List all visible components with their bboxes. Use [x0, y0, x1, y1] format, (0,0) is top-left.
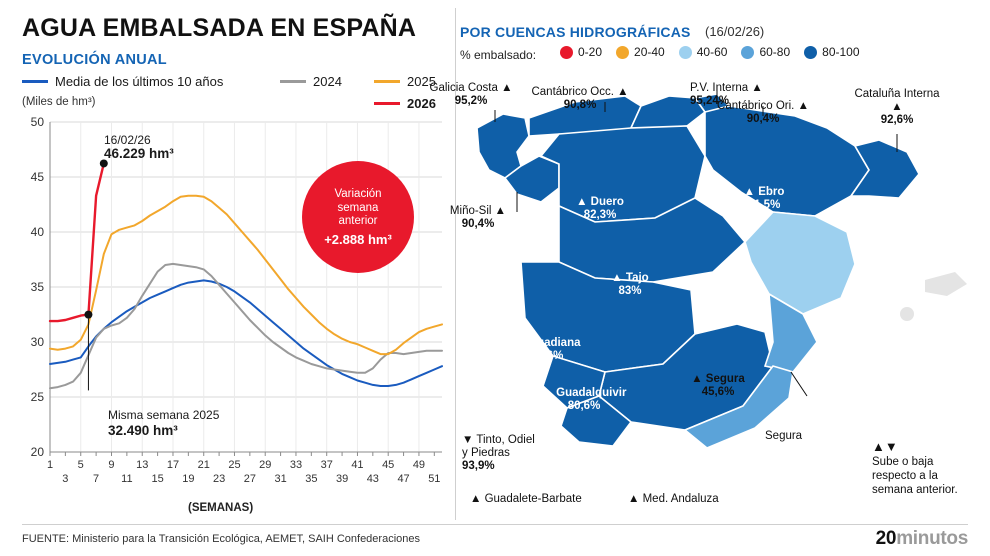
trend-arrow: ▲ [891, 101, 903, 113]
basin-name: Med. Andaluza [642, 493, 719, 505]
brand-20: 20 [875, 528, 897, 549]
basin-value: 92,6% [880, 114, 914, 126]
legend-label-2024: 2024 [313, 74, 342, 89]
svg-text:45: 45 [30, 170, 44, 184]
trend-arrow: ▲ [751, 82, 763, 94]
map-scale-item-60-80 [741, 45, 790, 59]
map-scale-dot-20-40 [616, 46, 629, 59]
basin-value: 95,24% [690, 95, 730, 107]
svg-text:45: 45 [382, 459, 395, 471]
map-label-galicia-costa [430, 82, 513, 108]
basin-name: Miño-Sil [449, 205, 492, 217]
map-scale-dot-0-20 [560, 46, 573, 59]
annotation-prev-year-label: Misma semana 2025 [108, 408, 220, 422]
trend-arrow: ▲ [717, 287, 729, 299]
svg-text:3: 3 [62, 473, 69, 485]
map-date: (16/02/26) [705, 24, 765, 39]
map-scale-item-0-20 [560, 45, 602, 59]
annotation-current-date: 16/02/26 [104, 133, 151, 147]
svg-text:5: 5 [77, 459, 84, 471]
basin-value: 90,4% [461, 218, 495, 230]
trend-arrow: ▲ [494, 205, 507, 217]
legend-swatch-2026 [374, 102, 400, 105]
chart-units: (Miles de hm³) [22, 96, 96, 108]
trend-arrow: ▲ [628, 493, 640, 505]
svg-text:37: 37 [320, 459, 333, 471]
svg-text:7: 7 [93, 473, 100, 485]
annotation-current [104, 133, 174, 161]
map-scale-dot-80-100 [804, 46, 817, 59]
map-callout-segura [765, 430, 802, 443]
basin-value: 82,3% [583, 209, 617, 221]
map-label-j-car [717, 287, 762, 313]
basin-value: 81,5% [747, 199, 781, 211]
map-scale-range-60-80: 60-80 [759, 45, 791, 59]
segura-callout-label: Segura [765, 430, 803, 442]
basin-value: 93,9% [462, 460, 495, 472]
svg-text:19: 19 [182, 473, 195, 485]
map-scale-range-80-100: 80-100 [822, 45, 860, 59]
svg-text:51: 51 [428, 473, 441, 485]
basin-value: 90,4% [746, 113, 780, 125]
page-title: AGUA EMBALSADA EN ESPAÑA [22, 14, 417, 42]
svg-text:27: 27 [243, 473, 256, 485]
trend-note-line-3: semana anterior. [872, 484, 958, 496]
map-label-med-andaluza [628, 493, 719, 506]
basin-name: Cantábrico Occ. [531, 86, 614, 98]
map-scale-range-0-20: 0-20 [578, 45, 603, 59]
trend-arrow: ▲ [691, 373, 703, 385]
islands-ibiza [900, 307, 914, 321]
map-label-catalu-a-interna [851, 88, 944, 127]
map-label-tajo [611, 272, 648, 298]
trend-arrow: ▲ [541, 387, 553, 399]
svg-text:21: 21 [197, 459, 210, 471]
svg-text:43: 43 [366, 473, 379, 485]
map-label-cant-brico-occ [531, 86, 628, 112]
map-label-guadiana [514, 337, 581, 363]
trend-arrow: ▲ [501, 82, 513, 94]
basin-value: 89,6% [530, 350, 564, 362]
map-scale-label: % embalsado: [460, 48, 537, 62]
basin-name: Guadiana [528, 337, 581, 349]
svg-text:40: 40 [30, 225, 44, 239]
leader-segura [791, 372, 807, 396]
basin-name: Cantábrico Ori. [717, 100, 795, 112]
svg-text:13: 13 [136, 459, 149, 471]
trend-arrow: ▲ [743, 186, 755, 198]
svg-text:30: 30 [30, 335, 44, 349]
trend-note-line-1: Sube o baja [872, 456, 934, 468]
svg-text:20: 20 [30, 445, 44, 459]
map-scale-item-40-60 [679, 45, 728, 59]
map-scale-item-20-40 [616, 45, 665, 59]
basin-name: Guadalete-Barbate [484, 493, 582, 505]
basin-value: 80,6% [567, 400, 601, 412]
svg-text:31: 31 [274, 473, 287, 485]
annotation-prev-year [108, 408, 219, 439]
svg-text:47: 47 [397, 473, 410, 485]
legend-label-2025: 2025 [407, 74, 436, 89]
basin-name: Tajo [625, 272, 649, 284]
brand-minutos: minutos [896, 528, 968, 549]
svg-text:35: 35 [305, 473, 318, 485]
svg-text:11: 11 [121, 473, 133, 485]
trend-arrow: ▲ [576, 196, 588, 208]
legend-label-media: Media de los últimos 10 años [55, 74, 224, 89]
map-label-guadalete-barbate [470, 493, 582, 506]
map-scale-item-80-100 [804, 45, 859, 59]
brand-logo [876, 528, 968, 550]
basin-name: P.V. Interna [690, 82, 749, 94]
svg-text:49: 49 [412, 459, 426, 471]
basin-name: Ebro [758, 186, 785, 198]
basin-name: Guadalquivir [556, 387, 627, 399]
trend-legend-note [872, 440, 958, 497]
legend-item-2024 [280, 74, 342, 89]
map-title: POR CUENCAS HIDROGRÁFICAS [460, 24, 691, 40]
map-scale-dot-40-60 [679, 46, 692, 59]
svg-text:33: 33 [289, 459, 303, 471]
map-scale [560, 45, 874, 59]
svg-text:50: 50 [30, 115, 44, 129]
svg-text:25: 25 [30, 390, 44, 404]
basin-name: Cataluña Interna [854, 88, 940, 100]
basin-value: 90,8% [563, 99, 597, 111]
chart-subtitle: EVOLUCIÓN ANUAL [22, 52, 167, 68]
islands-baleares [925, 272, 967, 296]
map-label-segura [691, 373, 745, 399]
map-scale-range-40-60: 40-60 [696, 45, 728, 59]
svg-text:29: 29 [259, 459, 272, 471]
legend-item-2025 [374, 74, 436, 89]
svg-text:1: 1 [46, 459, 54, 471]
svg-text:41: 41 [351, 459, 364, 471]
legend-swatch-media [22, 80, 48, 83]
svg-text:39: 39 [335, 473, 349, 485]
svg-text:23: 23 [212, 473, 226, 485]
trend-arrow: ▼ [462, 434, 474, 446]
legend-swatch-2024 [280, 80, 306, 83]
basin-value: 45,6% [701, 386, 735, 398]
svg-text:35: 35 [30, 280, 44, 294]
variation-line-2: semana [337, 201, 379, 214]
variation-line-1: Variación [334, 188, 382, 200]
map-label-tinto-odiel-y-piedras [462, 434, 535, 473]
map-scale-range-20-40: 20-40 [634, 45, 665, 59]
basin-name: Tinto, Odiel y Piedras [462, 434, 535, 459]
source-note: FUENTE: Ministerio para la Transición Ecológica, AEMET, SAIH Confederaciones [22, 533, 420, 545]
basin-name: Galicia Costa [429, 82, 498, 94]
trend-arrow: ▲ [513, 337, 525, 349]
annotation-current-value: 46.229 hm³ [104, 146, 174, 161]
basin-name: Duero [590, 196, 624, 208]
basin-name: Segura [705, 373, 745, 385]
legend-label-2026: 2026 [407, 96, 436, 111]
legend-item-2026 [374, 96, 436, 111]
map-label-mi-o-sil [450, 205, 506, 231]
map-label-ebro [744, 186, 785, 212]
x-axis-label: (SEMANAS) [188, 502, 254, 514]
trend-note-line-2: respecto a la [872, 470, 938, 482]
svg-text:15: 15 [151, 473, 164, 485]
svg-text:17: 17 [166, 459, 180, 471]
trend-arrow: ▲ [470, 493, 482, 505]
basin-name: Júcar [731, 287, 763, 299]
basin-value: 61,8% [723, 300, 757, 312]
svg-text:9: 9 [108, 459, 115, 471]
map-scale-dot-60-80 [741, 46, 754, 59]
horizontal-divider [22, 524, 968, 525]
legend-swatch-2025 [374, 80, 400, 83]
annotation-prev-year-value: 32.490 hm³ [108, 423, 178, 438]
trend-arrow: ▲ [611, 272, 623, 284]
trend-legend-arrows: ▲▼ [872, 439, 898, 454]
variation-value: +2.888 hm³ [324, 231, 392, 247]
map-label-guadalquivir [542, 387, 627, 413]
trend-arrow: ▲ [617, 86, 629, 98]
variation-line-3: anterior [338, 215, 378, 227]
map-label-duero [576, 196, 624, 222]
legend-item-media [22, 74, 223, 89]
svg-text:25: 25 [228, 459, 241, 471]
trend-arrow: ▲ [797, 100, 809, 112]
basin-value: 83% [618, 285, 642, 297]
variation-badge [302, 161, 414, 273]
basin-value: 95,2% [454, 95, 488, 107]
map-label-cant-brico-ori [717, 100, 809, 126]
